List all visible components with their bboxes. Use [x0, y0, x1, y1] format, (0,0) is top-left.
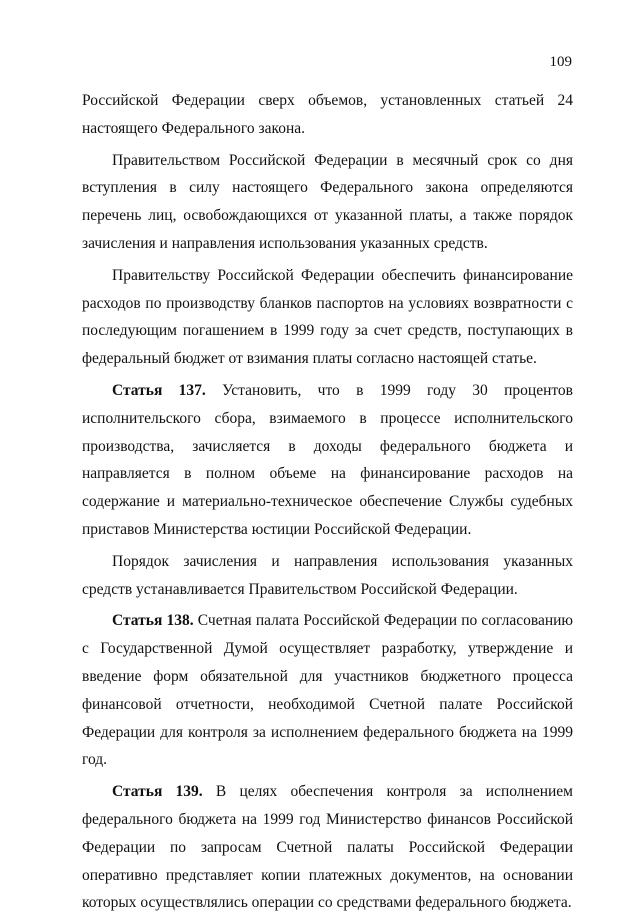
article-text: В целях обеспечения контроля за исполнением федерального бюджета на 1999 год Министерство финансов Российской Федерации по запросам Счетной палаты Российской Федерации оперативно представляет копии платежных документов, на основании которых осуществлялись операции со средствами федерального бюджета. [82, 783, 573, 912]
paragraph-text: Правительством Российской Федерации в месячный срок со дня вступления в силу настоящего Федерального закона определяются перечень лиц, освобождающихся от указанной платы, а также порядок зачисления и направления использования указанных средств. [82, 151, 573, 252]
document-body [82, 87, 573, 917]
article-139 [82, 778, 573, 917]
page-number: 109 [549, 54, 572, 70]
article-label: Статья 138. [112, 612, 194, 630]
article-text: Счетная палата Российской Федерации по согласованию с Государственной Думой осуществляет разработку, утверждение и введение форм обязательной для участников бюджетного процесса финансовой отчетности, необходимой Счетной палате Российской Федерации для контроля за исполнением федерального бюджета на 1999 год. [82, 612, 574, 769]
paragraph-text: Правительству Российской Федерации обеспечить финансирование расходов по производству бланков паспортов на условиях возвратности с последующим погашением в 1999 году за счет средств, поступающих в федеральный бюджет от взимания платы согласно настоящей статье. [82, 266, 573, 368]
paragraph-procedure [82, 548, 573, 604]
article-138 [82, 607, 573, 774]
paragraph-continuation [82, 87, 573, 143]
article-label: Статья 139. [112, 783, 203, 801]
paragraph-passport-funding [82, 262, 573, 373]
article-137 [82, 377, 573, 544]
paragraph-fee-exemption [82, 147, 573, 258]
article-text: Установить, что в 1999 году 30 процентов исполнительского сбора, взимаемого в процессе исполнительского производства, зачисляется в доходы федерального бюджета и направляется в полном объеме на финансирование расходов на содержание и материально-техническое обеспечение Службы судебных приставов Министерства юстиции Российской Федерации. [82, 381, 574, 538]
article-label: Статья 137. [112, 381, 206, 399]
paragraph-text: Порядок зачисления и направления использования указанных средств устанавливается Правительством Российской Федерации. [82, 552, 573, 598]
paragraph-text: Российской Федерации сверх объемов, установленных статьей 24 настоящего Федерального закона. [82, 92, 573, 137]
